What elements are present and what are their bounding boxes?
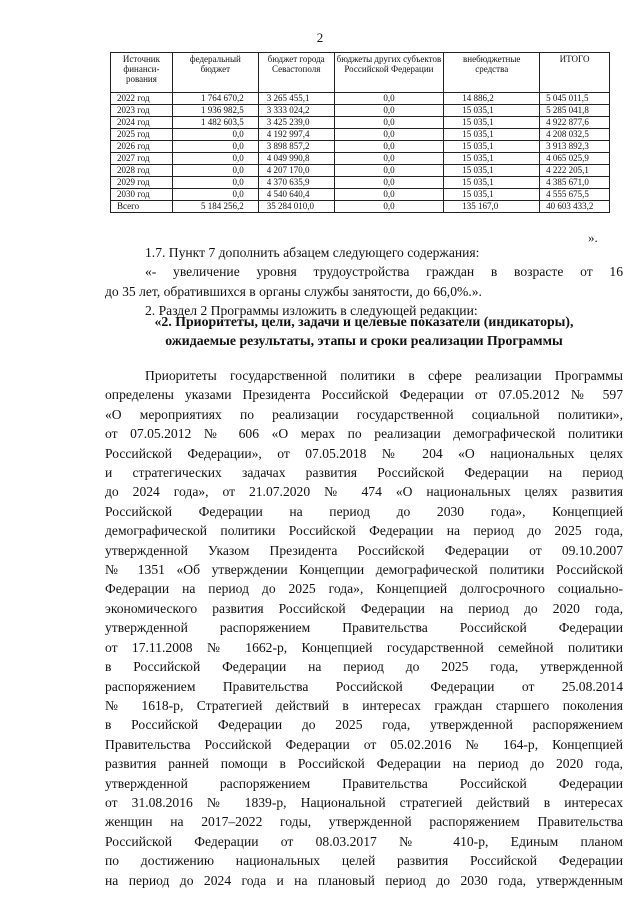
body-line: в Российской Федерации до 2025 года, утвержденной распоряжением <box>105 717 623 733</box>
table-cell: 4 049 990,8 <box>258 153 334 165</box>
table-row <box>111 189 610 201</box>
table-cell: 15 035,1 <box>444 141 540 153</box>
table-cell: 0,0 <box>334 117 444 129</box>
table-cell: 4 192 997,4 <box>258 129 334 141</box>
table-cell: 4 065 025,9 <box>540 153 610 165</box>
table-header-cell: бюджет города Севастополя <box>258 53 334 93</box>
table-cell: 0,0 <box>172 141 258 153</box>
table-cell: 0,0 <box>334 141 444 153</box>
table-cell: 3 898 857,2 <box>258 141 334 153</box>
amendment-paragraph: 2. Раздел 2 Программы изложить в следующей редакции: <box>145 303 478 319</box>
table-cell: 15 035,1 <box>444 189 540 201</box>
table-cell: 0,0 <box>334 177 444 189</box>
table-cell: 2023 год <box>111 105 173 117</box>
body-line: Российской Федерации от 08.03.2017 № 410-р, Единым планом <box>105 833 623 849</box>
table-cell: 2024 год <box>111 117 173 129</box>
table-cell: 4 540 640,4 <box>258 189 334 201</box>
body-line: Приоритеты государственной политики в сфере реализации Программы <box>145 368 623 383</box>
amendment-paragraph: «- увеличение уровня трудоустройства граждан в возрасте от 16 <box>145 264 623 280</box>
section-heading-line: «2. Приоритеты, цели, задачи и целевые показатели (индикаторы), <box>154 314 574 329</box>
body-line: от 07.05.2012 № 606 «О мерах по реализации демографической политики <box>105 426 623 442</box>
body-line: № 1351 «Об утверждении Концепции демографической политики Российской <box>105 562 623 578</box>
table-row <box>111 141 610 153</box>
body-line: Российской Федерации», от 07.05.2018 № 204 «О национальных целях <box>105 445 623 461</box>
amendment-paragraph: 1.7. Пункт 7 дополнить абзацем следующего содержания: <box>145 245 480 260</box>
table-cell: 2028 год <box>111 165 173 177</box>
body-line: от 31.08.2016 № 1839-р, Национальной стратегией действий в интересах <box>105 794 623 810</box>
table-cell: 3 333 024,2 <box>258 105 334 117</box>
body-line: экономического развития Российской Федерации на период до 2020 года, <box>105 600 623 616</box>
table-row <box>111 177 610 189</box>
table-cell: 2027 год <box>111 153 173 165</box>
table-header-cell: внебюджетные средства <box>444 53 540 93</box>
table-cell: 2026 год <box>111 141 173 153</box>
body-line: демографической политики Российской Федерации на период до 2025 года, <box>105 523 623 539</box>
table-cell: 15 035,1 <box>444 177 540 189</box>
table-cell: 4 385 671,0 <box>540 177 610 189</box>
table-cell: 40 603 433,2 <box>540 201 610 213</box>
table-cell: 15 035,1 <box>444 153 540 165</box>
table-cell: 15 035,1 <box>444 129 540 141</box>
table-header-row <box>111 53 610 93</box>
table-cell: 0,0 <box>334 93 444 105</box>
table-row <box>111 129 610 141</box>
body-line: от 17.11.2008 № 1662-р, Концепцией государственной семейной политики <box>105 639 623 655</box>
table-cell: 2030 год <box>111 189 173 201</box>
body-line: и стратегических задачах развития Российской Федерации на период <box>105 465 623 481</box>
table-row <box>111 117 610 129</box>
table-row <box>111 201 610 213</box>
table-row <box>111 165 610 177</box>
table-cell: 4 555 675,5 <box>540 189 610 201</box>
table-cell: 4 370 635,9 <box>258 177 334 189</box>
section-heading-line: ожидаемые результаты, этапы и сроки реализации Программы <box>165 333 563 349</box>
body-line: утвержденной распоряжением Правительства Российской Федерации <box>105 775 623 791</box>
financing-table <box>110 52 610 213</box>
body-line: до 2024 года», от 21.07.2020 № 474 «О национальных целях развития <box>105 484 623 500</box>
page-number: 2 <box>316 30 324 45</box>
closing-quote: ». <box>588 230 598 245</box>
table-cell: 0,0 <box>172 177 258 189</box>
table-cell: 14 886,2 <box>444 93 540 105</box>
table-cell: 1 482 603,5 <box>172 117 258 129</box>
body-line: Российской Федерации на период до 2030 года», Концепцией <box>105 503 623 519</box>
body-line: распоряжением Правительства Российской Федерации от 25.08.2014 <box>105 678 623 694</box>
body-line: утвержденной Указом Президента Российской Федерации от 09.10.2007 <box>105 542 623 558</box>
table-cell: 3 265 455,1 <box>258 93 334 105</box>
body-line: в Российской Федерации на период до 2025 года, утвержденной <box>105 659 623 675</box>
table-cell: 2029 год <box>111 177 173 189</box>
table-cell: 2022 год <box>111 93 173 105</box>
table-cell: 5 285 041,8 <box>540 105 610 117</box>
body-text <box>105 366 623 890</box>
table-cell: 0,0 <box>334 189 444 201</box>
table-cell: 4 208 032,5 <box>540 129 610 141</box>
body-line: Правительства Российской Федерации от 05.02.2016 № 164-р, Концепцией <box>105 736 623 752</box>
table-row <box>111 93 610 105</box>
table-cell: 0,0 <box>334 165 444 177</box>
table-header-cell: бюджеты других субъектов Российской Федерации <box>334 53 444 93</box>
body-line: на период до 2024 года и на плановый период до 2030 года, утвержденным <box>105 872 623 888</box>
body-line: Федерации на период до 2025 года», Концепцией долгосрочного социально- <box>105 581 623 597</box>
table-cell: 3 913 892,3 <box>540 141 610 153</box>
body-line: определены указами Президента Российской Федерации от 07.05.2012 № 597 <box>105 387 623 403</box>
table-cell: 0,0 <box>334 105 444 117</box>
body-line: по достижению национальных целей развития Российской Федерации <box>105 853 623 869</box>
table-cell: 5 045 011,5 <box>540 93 610 105</box>
body-line: «О мероприятиях по реализации государственной социальной политики», <box>105 406 623 422</box>
table-cell: 0,0 <box>172 153 258 165</box>
table-cell: 15 035,1 <box>444 105 540 117</box>
table-cell: 15 035,1 <box>444 117 540 129</box>
table-cell: 4 922 877,6 <box>540 117 610 129</box>
amendment-block <box>105 243 623 321</box>
table-header-cell: Источник финанси-рования <box>111 53 173 93</box>
table-cell: 0,0 <box>172 129 258 141</box>
table-row <box>111 153 610 165</box>
body-line: № 1618-р, Стратегией действий в интересах граждан старшего поколения <box>105 697 623 713</box>
table-cell: Всего <box>111 201 173 213</box>
table-cell: 135 167,0 <box>444 201 540 213</box>
table-cell: 15 035,1 <box>444 165 540 177</box>
table-cell: 4 222 205,1 <box>540 165 610 177</box>
table-cell: 0,0 <box>172 189 258 201</box>
table-cell: 0,0 <box>334 201 444 213</box>
table-row <box>111 105 610 117</box>
table-cell: 3 425 239,0 <box>258 117 334 129</box>
table-header-cell: федеральный бюджет <box>172 53 258 93</box>
table-cell: 4 207 170,0 <box>258 165 334 177</box>
body-line: развития ранней помощи в Российской Федерации на период до 2020 года, <box>105 756 623 772</box>
table-cell: 0,0 <box>334 153 444 165</box>
body-line: женщин на 2017–2022 годы, утвержденной распоряжением Правительства <box>105 814 623 830</box>
table-cell: 0,0 <box>172 165 258 177</box>
table-header-cell: ИТОГО <box>540 53 610 93</box>
table-cell: 0,0 <box>334 129 444 141</box>
table-cell: 2025 год <box>111 129 173 141</box>
table-cell: 35 284 010,0 <box>258 201 334 213</box>
amendment-paragraph: до 35 лет, обратившихся в органы службы занятости, до 66,0%.». <box>105 283 482 299</box>
table-cell: 1 936 982,5 <box>172 105 258 117</box>
body-line: утвержденной распоряжением Правительства Российской Федерации <box>105 620 623 636</box>
table-cell: 5 184 256,2 <box>172 201 258 213</box>
section-heading <box>105 312 623 351</box>
table-cell: 1 764 670,2 <box>172 93 258 105</box>
